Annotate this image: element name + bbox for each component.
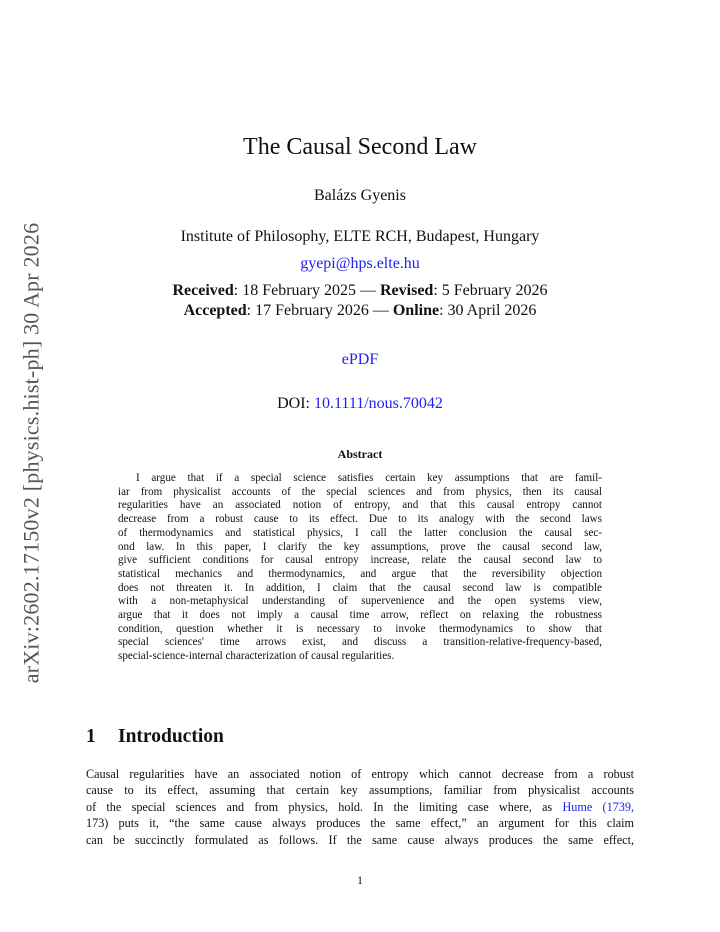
abstract-line: iar from physicalist accounts of the special sciences and from physics, then its causal [118,485,602,498]
doi-link[interactable]: 10.1111/nous.70042 [314,395,443,412]
received-label: Received [172,282,234,299]
author-email-row [0,255,720,273]
paper-title: The Causal Second Law [243,134,477,160]
abstract-line: does not threaten it. In addition, I claim that the causal second law is compatible [118,581,602,594]
abstract-line: statistical mechanics and thermodynamics, and argue that the reversibility objection [118,567,602,580]
citation-year-link[interactable]: (1739, [602,799,635,814]
epdf-row [0,351,720,369]
citation-link-hume[interactable]: Hume [562,799,593,814]
section-number: 1 [86,726,96,747]
abstract-line: condition, question whether it is necessary to invoke thermodynamics to show that [118,622,602,635]
online-label: Online [392,302,440,319]
body-line: Causal regularities have an associated notion of entropy which cannot decrease from a robust [86,767,634,781]
section-heading-introduction [86,726,224,748]
abstract-line: give sufficient conditions for causal entropy increase, relate the causal second law to [118,554,602,567]
arxiv-id-text: arXiv:2602.17150v2 [physics.hist-ph] 30 Apr 2026 [18,222,44,683]
author-email-link[interactable]: gyepi@hps.elte.hu [300,255,420,272]
abstract-body [118,472,602,664]
received-date: : 18 February 2025 — [233,282,380,299]
body-line: cause to its effect, assuming that certain key assumptions, familiar from physicalist accounts [86,783,634,798]
abstract-line: decrease from a robust cause to its effect. Due to its analogy with the second laws [118,513,602,526]
revised-label: Revised [379,282,434,299]
section-title: Introduction [118,726,224,747]
body-text-segment: of the special sciences and from physics, hold. In the limiting case where, as [86,799,553,814]
dates-line-2 [0,302,720,320]
abstract-line: special-science-internal characterization of causal regularities. [118,650,395,663]
abstract-line: ond law. In this paper, I clarify the key assumptions, prove the causal second law, [118,540,602,553]
epdf-link[interactable]: ePDF [341,351,379,368]
dates-line-1 [0,282,720,300]
body-line: can be succinctly formulated as follows. If the same cause always produces the same effect, [86,832,634,847]
doi-row [0,395,720,413]
abstract-heading: Abstract [337,447,383,461]
online-date: : 30 April 2026 [439,302,537,319]
author-name: Balázs Gyenis [314,187,406,204]
introduction-body [86,766,634,848]
abstract-line: argue that it does not imply a causal time arrow, reflect on relaxing the robustness [118,609,602,622]
abstract-line: with a non-metaphysical understanding of supervenience and the open systems view, [118,595,602,608]
abstract-line: regularities have an associated notion of entropy, and that this causal entropy cannot [118,499,602,512]
page-number: 1 [357,873,363,887]
body-line-with-citation [86,799,634,815]
body-line: 173) puts it, “the same cause always produces the same effect,” an argument for this claim [86,816,634,831]
accepted-date: : 17 February 2026 — [246,302,393,319]
abstract-line: special sciences' time arrows exist, and discuss a transition-relative-frequency-based, [118,636,602,649]
author-affiliation: Institute of Philosophy, ELTE RCH, Budapest, Hungary [180,228,540,245]
accepted-label: Accepted [183,302,247,319]
doi-label: DOI: [277,395,314,412]
revised-date: : 5 February 2026 [433,282,548,299]
abstract-line: of thermodynamics and statistical physics, I call the latter conclusion the causal sec- [118,526,602,539]
abstract-line: I argue that if a special science satisfies certain key assumptions that are famil- [136,472,602,484]
